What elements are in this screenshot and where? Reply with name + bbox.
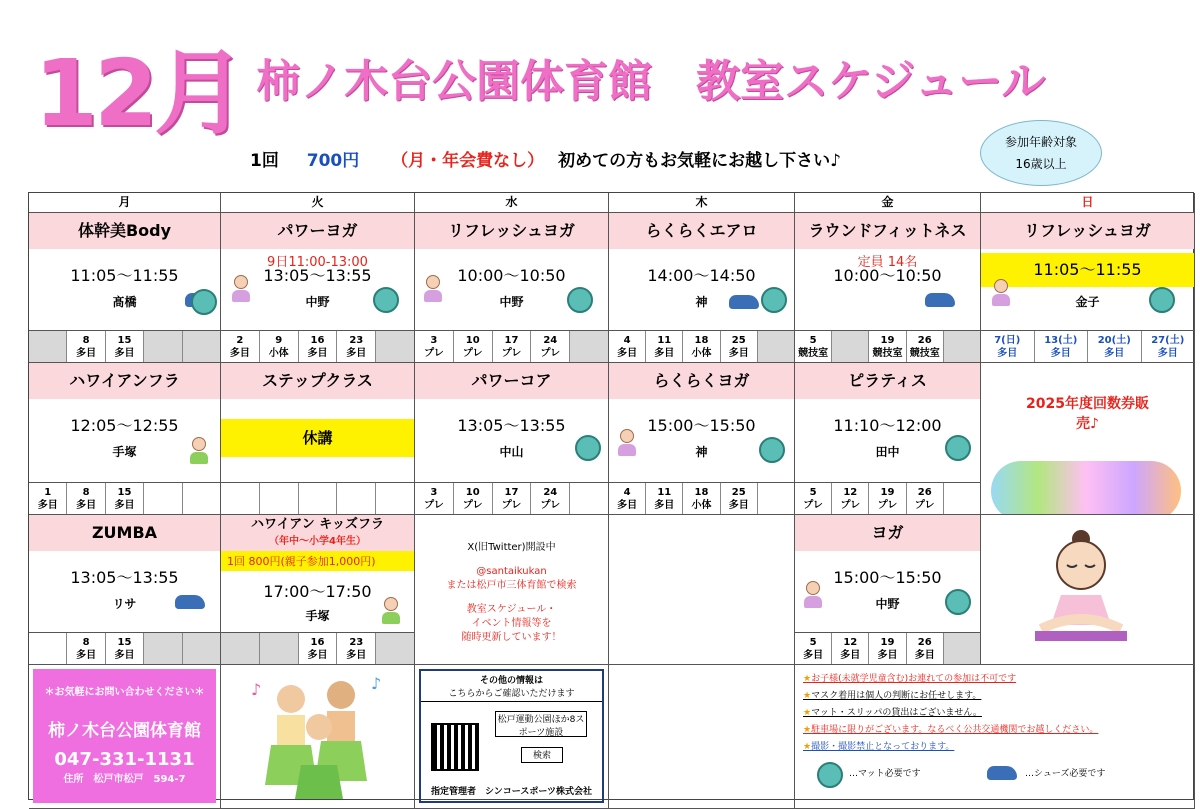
date-strip — [221, 633, 414, 664]
class-time: 11:10～12:00 — [833, 416, 942, 435]
mat-icon — [945, 435, 971, 461]
date-cell — [144, 483, 182, 514]
notes-cell — [795, 665, 1195, 809]
date-strip — [795, 331, 980, 362]
yoga-illustration-cell — [981, 515, 1195, 665]
twitter-handle[interactable]: @santaikukan — [476, 566, 547, 577]
price-line — [250, 146, 841, 171]
info-title: その他の情報は — [479, 676, 543, 686]
date-strip — [981, 331, 1194, 362]
contact-box — [33, 669, 216, 803]
class-name: ヨガ — [795, 515, 980, 551]
twitter-cell — [415, 515, 609, 665]
kids-price: 1回 800円(親子参加1,000円) — [221, 551, 414, 571]
class-cell — [29, 213, 221, 331]
date-strip — [221, 331, 414, 362]
class-cell — [795, 213, 981, 331]
date-cell — [183, 633, 220, 664]
contact-tel[interactable]: 047-331-1131 — [54, 749, 195, 770]
day-wed: 水 — [415, 193, 609, 213]
date-cell — [221, 483, 260, 514]
welcome-text: 初めての方もお気軽にお越し下さい♪ — [558, 151, 841, 171]
class-cell — [609, 213, 795, 331]
date-cell: 10 プレ — [454, 483, 493, 514]
date-cell: 18 小体 — [683, 331, 720, 362]
class-name: 体幹美Body — [29, 213, 220, 249]
class-note: 定員 14名 — [857, 255, 918, 270]
info-search-box[interactable]: 松戸運動公園ほか8スポーツ施設 — [495, 711, 587, 737]
date-cell — [183, 331, 220, 362]
instructor: 中野 — [875, 597, 900, 611]
class-cell — [221, 213, 415, 331]
class-cell — [415, 363, 609, 483]
date-cell: 17 プレ — [493, 483, 532, 514]
date-cell: 4 多目 — [609, 483, 646, 514]
age-badge — [980, 120, 1102, 186]
date-strip — [29, 633, 220, 664]
info-cell — [415, 665, 609, 809]
day-thu: 木 — [609, 193, 795, 213]
instructor: 田中 — [875, 445, 900, 459]
class-time: 14:00～14:50 — [647, 266, 756, 285]
empty-cell — [609, 515, 795, 665]
hula-kids-illustration — [221, 665, 411, 805]
yoga-person-icon — [617, 429, 637, 455]
class-name: ピラティス — [795, 363, 980, 399]
twitter-info-3: 随時更新しています！ — [461, 632, 562, 643]
instructor: 中山 — [499, 445, 524, 459]
date-cell: 23 多目 — [337, 633, 376, 664]
class-name: ハワイアンフラ — [29, 363, 220, 399]
date-cell: 16 多目 — [299, 633, 338, 664]
meditating-girl-illustration — [1021, 525, 1141, 645]
class-time: 10:00～10:50 — [833, 266, 942, 285]
contact-head: ＊お気軽にお問い合わせください＊ — [44, 687, 205, 698]
date-cell — [758, 331, 794, 362]
instructor: 中野 — [305, 295, 330, 309]
date-cell: 17 プレ — [493, 331, 532, 362]
date-cell — [299, 483, 338, 514]
mat-icon — [761, 287, 787, 313]
twitter-search: または松戸市三体育館で検索 — [446, 580, 577, 591]
date-cell: 12 プレ — [832, 483, 869, 514]
date-cell — [832, 331, 869, 362]
date-cell: 19 プレ — [869, 483, 906, 514]
class-cell — [795, 515, 981, 633]
date-cell: 5 多目 — [795, 633, 832, 664]
class-name: ハワイアン キッズフラ （年中～小学4年生） — [221, 515, 414, 551]
date-cell: 15 多目 — [106, 633, 144, 664]
empty-cell — [609, 665, 795, 809]
twitter-open: X(旧Twitter)開設中 — [467, 542, 556, 553]
date-strip — [795, 483, 980, 514]
ticket-promo: 2025年度回数券販売♪ — [1026, 396, 1149, 432]
class-cell — [221, 363, 415, 483]
note-item: ★マット・スリッパの貸出はございません。 — [803, 708, 982, 718]
date-cell: 7(日) 多目 — [981, 331, 1035, 362]
yoga-person-icon — [991, 279, 1011, 305]
instructor: 髙橋 — [112, 295, 137, 309]
date-cell: 26 競技室 — [907, 331, 944, 362]
date-cell — [944, 331, 980, 362]
legend-shoe: …シューズ必要です — [1025, 769, 1106, 779]
class-name: リフレッシュヨガ — [415, 213, 608, 249]
date-cell — [376, 331, 414, 362]
date-cell — [144, 331, 182, 362]
shoe-icon — [987, 766, 1017, 780]
note-item: ★撮影・撮影禁止となっております。 — [803, 742, 955, 752]
date-cell — [260, 633, 299, 664]
note-item: ★駐車場に限りがございます。なるべく公共交通機関でお越しください。 — [803, 725, 1099, 735]
date-cell: 24 プレ — [531, 331, 570, 362]
date-cell — [376, 633, 414, 664]
mat-icon — [191, 289, 217, 315]
date-cell: 11 多目 — [646, 483, 683, 514]
legend-mat: …マット必要です — [849, 769, 921, 779]
class-cell — [795, 363, 981, 483]
date-cell — [221, 633, 260, 664]
date-cell: 15 多目 — [106, 483, 144, 514]
date-strip — [29, 483, 220, 514]
instructor: 神 — [695, 295, 708, 309]
note-item: ★お子様(未就学児童含む)お連れての参加は不可です — [803, 674, 1017, 684]
date-cell: 16 多目 — [299, 331, 338, 362]
shoe-icon — [729, 295, 759, 309]
date-cell — [260, 483, 299, 514]
class-name: ZUMBA — [29, 515, 220, 551]
twitter-info-2: イベント情報等を — [471, 618, 552, 629]
promo-cell — [981, 363, 1195, 515]
instructor: 手塚 — [112, 445, 137, 459]
qr-code[interactable] — [431, 723, 479, 771]
date-cell: 26 プレ — [907, 483, 944, 514]
date-cell: 5 プレ — [795, 483, 832, 514]
date-cell — [376, 483, 414, 514]
yoga-person-icon — [803, 581, 823, 607]
date-cell: 20(土) 多目 — [1088, 331, 1142, 362]
date-strip — [29, 331, 220, 362]
date-cell — [144, 633, 182, 664]
svg-text:♪: ♪ — [251, 680, 262, 699]
instructor: 手塚 — [305, 609, 330, 623]
date-cell: 3 プレ — [415, 331, 454, 362]
yoga-person-icon — [231, 275, 251, 301]
mat-icon — [373, 287, 399, 313]
shoe-icon — [925, 293, 955, 307]
day-fri: 金 — [795, 193, 981, 213]
date-cell: 11 多目 — [646, 331, 683, 362]
date-cell — [337, 483, 376, 514]
date-strip — [415, 331, 608, 362]
date-cell — [758, 483, 794, 514]
age-line-1: 参加年齢対象 — [1004, 135, 1077, 149]
mat-icon — [567, 287, 593, 313]
contact-address: 住所 松戸市松戸 594-7 — [63, 774, 186, 785]
date-cell: 13(土) 多目 — [1035, 331, 1089, 362]
instructor: リサ — [112, 597, 137, 611]
class-cell — [29, 363, 221, 483]
date-cell: 27(土) 多目 — [1151, 335, 1185, 359]
class-time: 15:00～15:50 — [647, 416, 756, 435]
dancers-illustration — [991, 461, 1181, 515]
date-cell — [944, 483, 980, 514]
class-time: 15:00～15:50 — [833, 568, 942, 587]
mat-icon — [759, 437, 785, 463]
instructor: 金子 — [1075, 295, 1100, 309]
date-cell — [944, 633, 980, 664]
date-cell — [183, 483, 220, 514]
date-cell: 10 プレ — [454, 331, 493, 362]
hula-dancer-icon — [189, 437, 209, 463]
class-time: 11:05～11:55 — [981, 253, 1194, 287]
price-value: 700円 — [306, 151, 360, 171]
class-time: 13:05～13:55 — [70, 568, 179, 587]
date-cell: 25 多目 — [721, 483, 758, 514]
class-cell — [29, 515, 221, 633]
date-cell — [29, 633, 67, 664]
date-cell: 19 多目 — [869, 633, 906, 664]
class-time: 17:00～17:50 — [263, 582, 372, 601]
yoga-person-icon — [423, 275, 443, 301]
date-strip — [795, 633, 980, 664]
date-strip — [221, 483, 414, 514]
date-cell: 12 多目 — [832, 633, 869, 664]
hula-illustration-cell — [221, 665, 415, 809]
class-name: ステップクラス — [221, 363, 414, 399]
page-title: 柿ノ木台公園体育館 教室スケジュール — [256, 56, 1046, 107]
age-line-2: 16歳以上 — [1015, 157, 1067, 171]
date-cell: 26 多目 — [907, 633, 944, 664]
class-name: パワーヨガ — [221, 213, 414, 249]
mat-icon — [1149, 287, 1175, 313]
schedule-table — [28, 192, 1194, 800]
class-cell — [609, 363, 795, 483]
day-tue: 火 — [221, 193, 415, 213]
class-name: らくらくヨガ — [609, 363, 794, 399]
class-cell — [415, 213, 609, 331]
date-cell: 25 多目 — [721, 331, 758, 362]
once-label: 1回 — [250, 151, 279, 171]
month-label: 12月 — [34, 40, 243, 147]
date-strip — [609, 483, 794, 514]
day-sun: 日 — [981, 193, 1195, 213]
date-cell: 3 プレ — [415, 483, 454, 514]
info-search-button[interactable]: 検索 — [521, 747, 563, 763]
class-time: 13:05～13:55 — [263, 266, 372, 285]
date-cell — [29, 331, 67, 362]
hula-dancer-icon — [381, 597, 401, 623]
info-sub: こちらからご確認いただけます — [421, 686, 602, 702]
date-cell — [570, 331, 608, 362]
contact-name: 柿ノ木台公園体育館 — [48, 721, 201, 741]
class-note: 9日11:00-13:00 — [267, 255, 368, 270]
twitter-info-1: 教室スケジュール・ — [466, 604, 557, 615]
date-cell: 8 多目 — [67, 331, 105, 362]
date-cell: 24 プレ — [531, 483, 570, 514]
date-cell: 23 多目 — [337, 331, 376, 362]
class-cell — [221, 515, 415, 633]
day-mon: 月 — [29, 193, 221, 213]
mat-icon — [575, 435, 601, 461]
date-cell: 1 多目 — [29, 483, 67, 514]
info-manager: 指定管理者 シンコースポーツ株式会社 — [431, 787, 592, 797]
date-cell: 4 多目 — [609, 331, 646, 362]
instructor: 中野 — [499, 295, 524, 309]
class-time: 13:05～13:55 — [457, 416, 566, 435]
shoe-icon — [175, 595, 205, 609]
class-time: 10:00～10:50 — [457, 266, 566, 285]
contact-cell — [29, 665, 221, 809]
date-strip — [609, 331, 794, 362]
mat-icon — [945, 589, 971, 615]
closed-label: 休講 — [221, 419, 414, 457]
class-cell — [981, 213, 1195, 331]
class-name: らくらくエアロ — [609, 213, 794, 249]
date-cell: 5 競技室 — [795, 331, 832, 362]
date-strip — [415, 483, 608, 514]
svg-text:♪: ♪ — [371, 674, 382, 693]
date-cell: 8 多目 — [67, 633, 105, 664]
date-cell: 15 多目 — [106, 331, 144, 362]
date-cell — [570, 483, 608, 514]
mat-icon — [817, 762, 843, 788]
class-name: パワーコア — [415, 363, 608, 399]
date-cell: 9 小体 — [260, 331, 299, 362]
class-time: 12:05～12:55 — [70, 416, 179, 435]
legend — [803, 762, 1186, 786]
note-item: ★マスク着用は個人の判断にお任せします。 — [803, 691, 982, 701]
class-time: 11:05～11:55 — [70, 266, 179, 285]
date-cell: 8 多目 — [67, 483, 105, 514]
info-box — [419, 669, 604, 803]
class-name: ラウンドフィットネス — [795, 213, 980, 249]
date-cell: 19 競技室 — [869, 331, 906, 362]
date-cell: 18 小体 — [683, 483, 720, 514]
class-name: リフレッシュヨガ — [981, 213, 1194, 249]
instructor: 神 — [695, 445, 708, 459]
no-fee-note: （月・年会費なし） — [391, 151, 545, 171]
date-cell: 2 多目 — [221, 331, 260, 362]
